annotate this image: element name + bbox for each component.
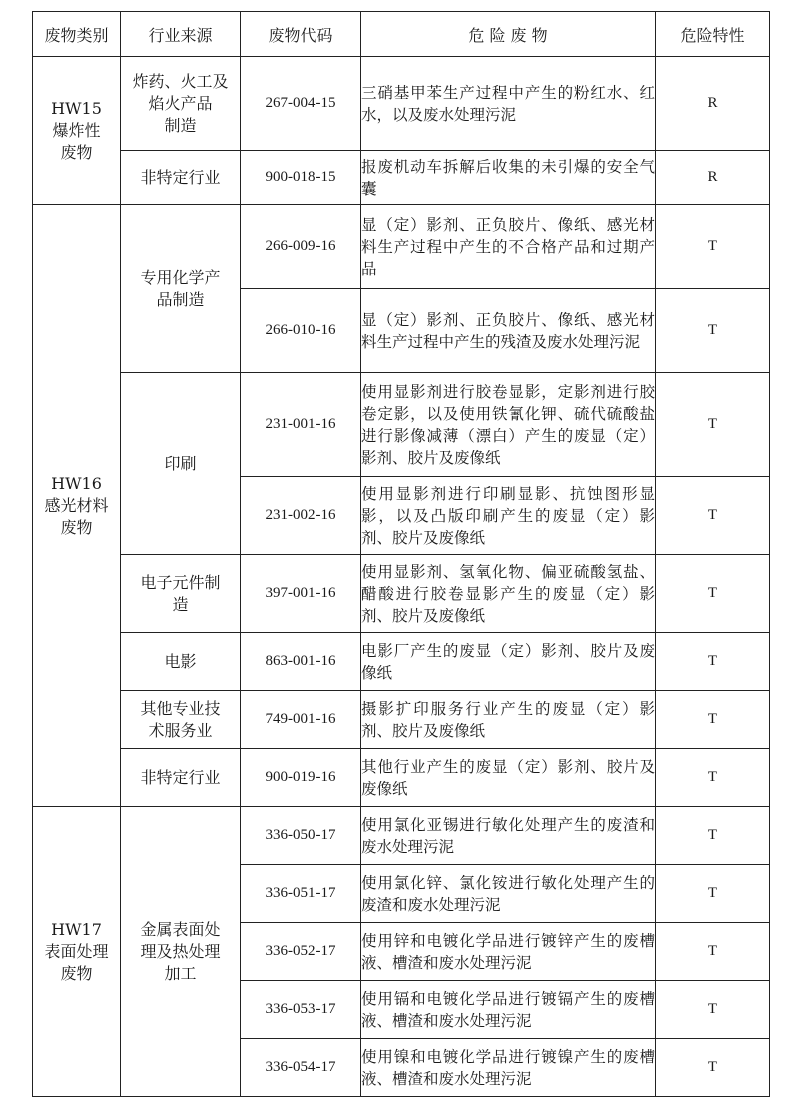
waste-category-line: HW17 <box>51 919 102 939</box>
waste-category-line: 感光材料 <box>44 495 109 515</box>
hazardous-waste-description-cell: 使用显影剂进行印刷显影、抗蚀图形显影，以及凸版印刷产生的废显（定）影剂、胶片及废像纸 <box>361 477 656 555</box>
industry-source-line: 焰火产品 <box>148 93 213 113</box>
hazard-characteristic-cell: T <box>656 749 770 807</box>
waste-code-cell: 336-050-17 <box>241 807 361 865</box>
header-waste: 危 险 废 物 <box>361 12 656 57</box>
industry-source-cell <box>121 807 241 1097</box>
table-row <box>33 205 770 289</box>
waste-code-cell: 336-051-17 <box>241 865 361 923</box>
hazardous-waste-description-cell: 其他行业产生的废显（定）影剂、胶片及废像纸 <box>361 749 656 807</box>
hazard-characteristic-cell: T <box>656 555 770 633</box>
industry-source-line: 术服务业 <box>148 720 213 740</box>
waste-category-line: 废物 <box>60 517 93 537</box>
industry-source-cell <box>121 57 241 151</box>
hazard-characteristic-cell: T <box>656 633 770 691</box>
industry-source-cell <box>121 633 241 691</box>
waste-code-cell: 336-052-17 <box>241 923 361 981</box>
header-code: 废物代码 <box>241 12 361 57</box>
industry-source-cell <box>121 205 241 373</box>
industry-source-line: 金属表面处 <box>140 919 221 939</box>
hazardous-waste-description-cell: 三硝基甲苯生产过程中产生的粉红水、红水，以及废水处理污泥 <box>361 57 656 151</box>
industry-source-cell <box>121 151 241 205</box>
waste-code-cell: 231-001-16 <box>241 373 361 477</box>
hazardous-waste-description-cell: 摄影扩印服务行业产生的废显（定）影剂、胶片及废像纸 <box>361 691 656 749</box>
hazardous-waste-description-cell: 使用氯化亚锡进行敏化处理产生的废渣和废水处理污泥 <box>361 807 656 865</box>
table-row <box>33 57 770 151</box>
industry-source-line: 炸药、火工及 <box>132 71 229 91</box>
hazardous-waste-description-cell: 使用显影剂进行胶卷显影，定影剂进行胶卷定影，以及使用铁氰化钾、硫代硫酸盐进行影像减薄（漂白）产生的废显（定）影剂、胶片及废像纸 <box>361 373 656 477</box>
industry-source-cell <box>121 691 241 749</box>
hazard-characteristic-cell: T <box>656 691 770 749</box>
header-characteristic: 危险特性 <box>656 12 770 57</box>
industry-source-line: 电影 <box>164 651 197 671</box>
waste-code-cell: 266-009-16 <box>241 205 361 289</box>
industry-source-line: 制造 <box>164 115 197 135</box>
waste-category-cell <box>33 57 121 205</box>
waste-category-line: 废物 <box>60 142 93 162</box>
industry-source-line: 品制造 <box>156 289 205 309</box>
table-row <box>33 633 770 691</box>
table-row <box>33 151 770 205</box>
industry-source-line: 理及热处理 <box>140 941 221 961</box>
hazardous-waste-description-cell: 电影厂产生的废显（定）影剂、胶片及废像纸 <box>361 633 656 691</box>
hazardous-waste-description-cell: 使用氯化锌、氯化铵进行敏化处理产生的废渣和废水处理污泥 <box>361 865 656 923</box>
waste-category-line: 表面处理 <box>44 941 109 961</box>
hazard-characteristic-cell: T <box>656 373 770 477</box>
hazard-characteristic-cell: T <box>656 865 770 923</box>
waste-code-cell: 749-001-16 <box>241 691 361 749</box>
hazardous-waste-description-cell: 使用镉和电镀化学品进行镀镉产生的废槽液、槽渣和废水处理污泥 <box>361 981 656 1039</box>
industry-source-line: 专用化学产 <box>140 267 221 287</box>
hazardous-waste-description-cell: 使用显影剂、氢氧化物、偏亚硫酸氢盐、醋酸进行胶卷显影产生的废显（定）影剂、胶片及废像纸 <box>361 555 656 633</box>
industry-source-cell <box>121 555 241 633</box>
hazard-characteristic-cell: T <box>656 807 770 865</box>
waste-code-cell: 900-019-16 <box>241 749 361 807</box>
hazard-characteristic-cell: T <box>656 1039 770 1097</box>
industry-source-line: 电子元件制 <box>140 572 221 592</box>
header-source: 行业来源 <box>121 12 241 57</box>
table-row <box>33 749 770 807</box>
waste-code-cell: 231-002-16 <box>241 477 361 555</box>
hazardous-waste-description-cell: 使用镍和电镀化学品进行镀镍产生的废槽液、槽渣和废水处理污泥 <box>361 1039 656 1097</box>
industry-source-line: 非特定行业 <box>140 167 221 187</box>
waste-code-cell: 336-054-17 <box>241 1039 361 1097</box>
table-row <box>33 807 770 865</box>
waste-category-line: HW15 <box>51 98 102 118</box>
hazardous-waste-description-cell: 报废机动车拆解后收集的未引爆的安全气囊 <box>361 151 656 205</box>
waste-category-line: 废物 <box>60 963 93 983</box>
table-row <box>33 691 770 749</box>
waste-category-cell <box>33 205 121 807</box>
waste-code-cell: 900-018-15 <box>241 151 361 205</box>
industry-source-line: 非特定行业 <box>140 767 221 787</box>
table-row <box>33 555 770 633</box>
hazard-characteristic-cell: R <box>656 151 770 205</box>
industry-source-cell <box>121 373 241 555</box>
waste-category-line: 爆炸性 <box>52 120 101 140</box>
hazardous-waste-table <box>32 11 770 1097</box>
waste-code-cell: 863-001-16 <box>241 633 361 691</box>
hazard-characteristic-cell: T <box>656 477 770 555</box>
waste-code-cell: 397-001-16 <box>241 555 361 633</box>
hazard-characteristic-cell: T <box>656 205 770 289</box>
industry-source-cell <box>121 749 241 807</box>
waste-category-line: HW16 <box>51 473 102 493</box>
hazard-characteristic-cell: T <box>656 923 770 981</box>
hazardous-waste-description-cell: 显（定）影剂、正负胶片、像纸、感光材料生产过程中产生的不合格产品和过期产品 <box>361 205 656 289</box>
header-category: 废物类别 <box>33 12 121 57</box>
hazard-characteristic-cell: R <box>656 57 770 151</box>
table-row <box>33 373 770 477</box>
waste-code-cell: 267-004-15 <box>241 57 361 151</box>
hazard-characteristic-cell: T <box>656 289 770 373</box>
hazard-characteristic-cell: T <box>656 981 770 1039</box>
industry-source-line: 造 <box>172 594 189 614</box>
industry-source-line: 印刷 <box>164 453 197 473</box>
table-header-row <box>33 12 770 57</box>
waste-category-cell <box>33 807 121 1097</box>
industry-source-line: 加工 <box>164 963 197 983</box>
waste-code-cell: 336-053-17 <box>241 981 361 1039</box>
hazardous-waste-description-cell: 显（定）影剂、正负胶片、像纸、感光材料生产过程中产生的残渣及废水处理污泥 <box>361 289 656 373</box>
table-body <box>33 57 770 1097</box>
hazardous-waste-description-cell: 使用锌和电镀化学品进行镀锌产生的废槽液、槽渣和废水处理污泥 <box>361 923 656 981</box>
waste-code-cell: 266-010-16 <box>241 289 361 373</box>
industry-source-line: 其他专业技 <box>140 698 221 718</box>
